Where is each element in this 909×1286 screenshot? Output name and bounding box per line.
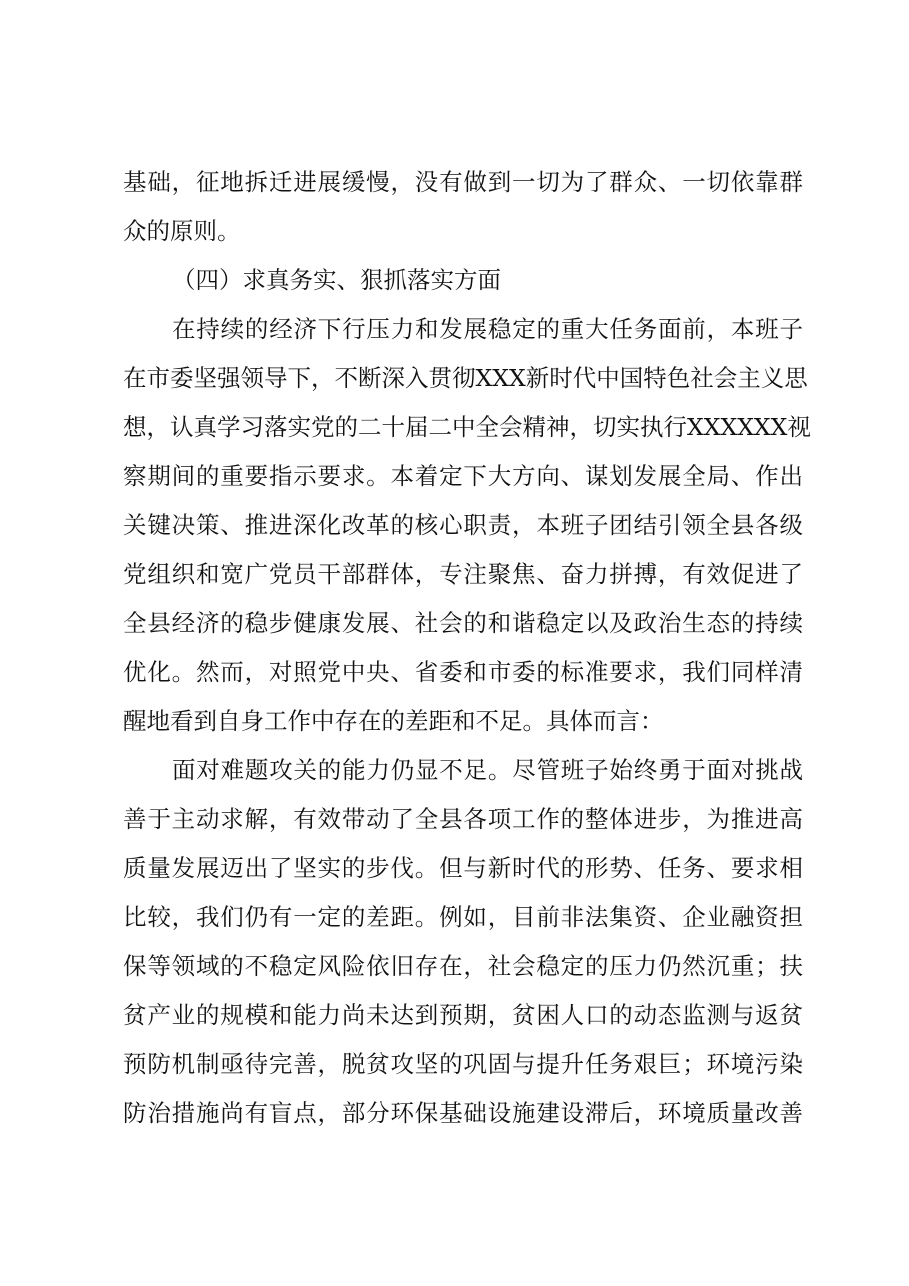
paragraph-line: 贫产业的规模和能力尚未达到预期，贫困人口的动态监测与返贫 [123,1001,803,1029]
paragraph-line: 预防机制亟待完善，脱贫攻坚的巩固与提升任务艰巨；环境污染 [123,1050,803,1078]
section-heading: （四）求真务实、狠抓落实方面 [172,266,501,294]
paragraph-line: 关键决策、推进深化改革的核心职责，本班子团结引领全县各级 [123,511,803,539]
paragraph-line: 防治措施尚有盲点，部分环保基础设施建设滞后，环境质量改善 [123,1099,803,1127]
paragraph-line: 面对难题攻关的能力仍显不足。尽管班子始终勇于面对挑战 [172,756,803,784]
paragraph-line: 醒地看到自身工作中存在的差距和不足。具体而言： [123,707,664,735]
paragraph-line: 党组织和宽广党员干部群体，专注聚焦、奋力拼搏，有效促进了 [123,560,803,588]
paragraph-line: 众的原则。 [123,217,241,245]
paragraph-line: 优化。然而，对照党中央、省委和市委的标准要求，我们同样清 [123,658,803,686]
paragraph-line: 全县经济的稳步健康发展、社会的和谐稳定以及政治生态的持续 [123,609,803,637]
paragraph-line: 想，认真学习落实党的二十届二中全会精神，切实执行XXXXXX视 [123,413,811,441]
paragraph-line: 保等领域的不稳定风险依旧存在，社会稳定的压力仍然沉重；扶 [123,952,803,980]
paragraph-line: 善于主动求解，有效带动了全县各项工作的整体进步，为推进高 [123,805,803,833]
paragraph-line: 质量发展迈出了坚实的步伐。但与新时代的形势、任务、要求相 [123,854,803,882]
paragraph-line: 在持续的经济下行压力和发展稳定的重大任务面前，本班子 [172,315,803,343]
paragraph-line: 察期间的重要指示要求。本着定下大方向、谋划发展全局、作出 [123,462,803,490]
paragraph-line: 基础，征地拆迁进展缓慢，没有做到一切为了群众、一切依靠群 [123,168,803,196]
paragraph-line: 比较，我们仍有一定的差距。例如，目前非法集资、企业融资担 [123,903,803,931]
paragraph-line: 在市委坚强领导下，不断深入贯彻XXX新时代中国特色社会主义思 [123,364,808,392]
